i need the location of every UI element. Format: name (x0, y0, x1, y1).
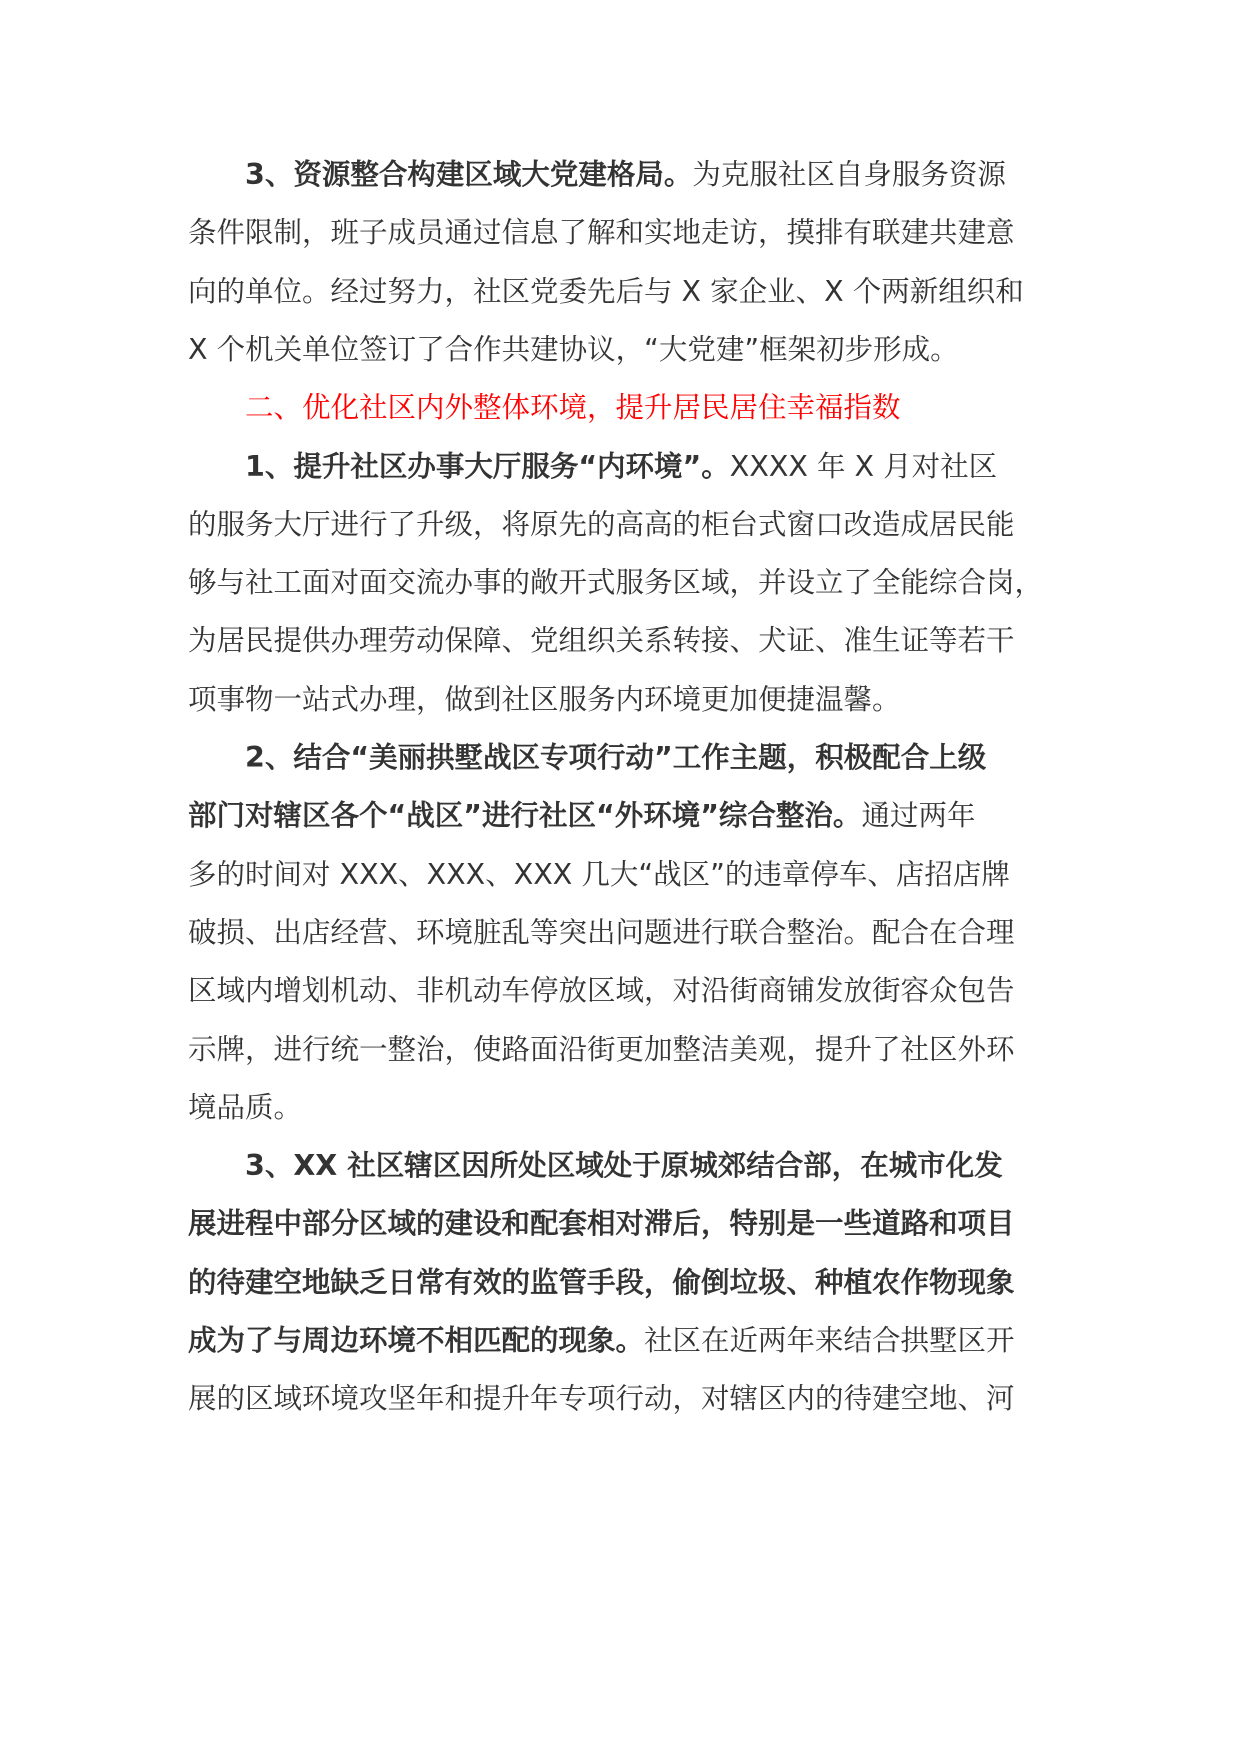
text-line (245, 736, 986, 780)
text-line (188, 270, 1024, 314)
body-text: 示牌，进行统一整治，使路面沿街更加整洁美观，提升了社区外环 (188, 1032, 1015, 1066)
bold-text: 展进程中部分区域的建设和配套相对滞后，特别是一些道路和项目 (188, 1207, 1015, 1241)
body-text: 破损、出店经营、环境脏乱等突出问题进行联合整治。配合在合理 (188, 915, 1015, 949)
text-line (188, 1028, 1015, 1072)
text-line (188, 678, 901, 722)
bold-text: 成为了与周边环境不相匹配的现象。 (188, 1324, 645, 1357)
body-text: 区域内增划机动、非机动车停放区域，对沿街商铺发放街容众包告 (188, 974, 1015, 1008)
heading-text: 二、优化社区内外整体环境，提升居民居住幸福指数 (245, 391, 901, 425)
bold-text: 3、资源整合构建区域大党建格局。 (245, 158, 693, 191)
bold-text: 1、提升社区办事大厅服务“内环境”。 (245, 449, 730, 483)
bold-text: 3、XX 社区辖区因所处区域处于原城郊结合部，在城市化发 (245, 1149, 1003, 1183)
body-text: 展的区域环境攻坚年和提升年专项行动，对辖区内的待建空地、河 (188, 1382, 1015, 1416)
body-text: 向的单位。经过努力，社区党委先后与 X 家企业、X 个两新组织和 (188, 274, 1024, 308)
body-text: 条件限制，班子成员通过信息了解和实地走访，摸排有联建共建意 (188, 216, 1015, 250)
text-line (188, 211, 1015, 255)
text-line (188, 794, 975, 838)
body-text: 项事物一站式办理，做到社区服务内环境更加便捷温馨。 (188, 682, 901, 716)
text-line (188, 1261, 1015, 1305)
text-line (188, 969, 1015, 1013)
body-text: 社区在近两年来结合拱墅区开 (644, 1324, 1015, 1357)
body-text: 多的时间对 XXX、XXX、XXX 几大“战区”的违章停车、店招店牌 (188, 857, 1010, 891)
text-line (188, 1319, 1015, 1363)
text-line (188, 1377, 1015, 1421)
body-text: XXXX 年 X 月对社区 (729, 449, 998, 483)
body-text: 的服务大厅进行了升级，将原先的高高的柜台式窗口改造成居民能 (188, 507, 1015, 541)
text-line (245, 1144, 1003, 1188)
text-line (188, 328, 959, 372)
text-line (188, 853, 1010, 897)
text-line (188, 911, 1015, 955)
text-line (245, 445, 997, 489)
body-text: 为居民提供办理劳动保障、党组织关系转接、犬证、准生证等若干 (188, 624, 1015, 658)
text-line (188, 561, 1043, 605)
text-line (188, 1202, 1015, 1246)
body-text: X 个机关单位签订了合作共建协议，“大党建”框架初步形成。 (188, 332, 959, 366)
text-line (188, 619, 1015, 663)
bold-text: 部门对辖区各个“战区”进行社区“外环境”综合整治。 (188, 799, 862, 833)
body-text: 为克服社区自身服务资源 (692, 158, 1006, 191)
text-line (245, 153, 1006, 197)
text-line (245, 386, 901, 430)
body-text: 境品质。 (188, 1090, 303, 1124)
bold-text: 的待建空地缺乏日常有效的监管手段，偷倒垃圾、种植农作物现象 (188, 1265, 1015, 1299)
text-line (188, 503, 1015, 547)
body-text: 够与社工面对面交流办事的敞开式服务区域，并设立了全能综合岗， (188, 566, 1044, 600)
bold-text: 2、结合“美丽拱墅战区专项行动”工作主题，积极配合上级 (245, 741, 987, 774)
text-line (188, 1086, 302, 1130)
body-text: 通过两年 (861, 799, 976, 833)
